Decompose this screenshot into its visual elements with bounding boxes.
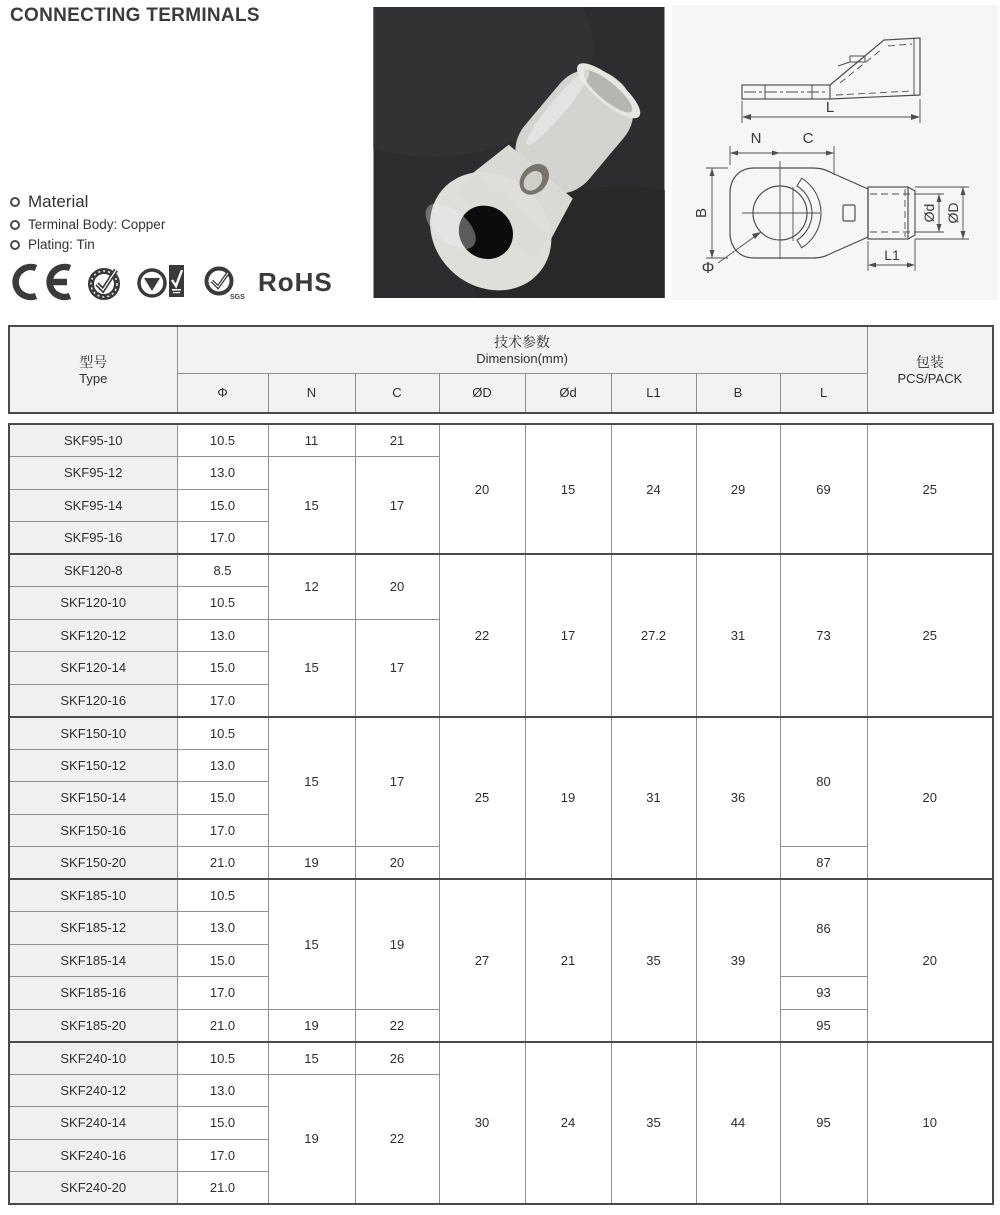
type-cell: SKF150-10	[9, 717, 177, 750]
header-dim-col: Ød	[525, 373, 611, 413]
od-cell: 27	[439, 879, 525, 1042]
dim-label-B: B	[693, 207, 710, 219]
type-cell: SKF95-16	[9, 522, 177, 555]
header-dim-col: L1	[611, 373, 696, 413]
b-cell: 44	[696, 1042, 780, 1205]
l1-cell: 35	[611, 1042, 696, 1205]
phi-cell: 10.5	[177, 1042, 268, 1075]
dim-label-od-inner: Ød	[921, 203, 937, 223]
bullet-icon	[10, 220, 20, 230]
table-row	[9, 717, 993, 750]
d-cell: 21	[525, 879, 611, 1042]
type-cell: SKF95-14	[9, 489, 177, 522]
table-row	[9, 1042, 993, 1075]
od-cell: 20	[439, 424, 525, 554]
phi-cell: 21.0	[177, 1172, 268, 1205]
type-cell: SKF120-14	[9, 652, 177, 685]
pack-cell: 25	[867, 554, 993, 717]
l-cell: 93	[780, 977, 867, 1010]
header-type-zh: 型号	[79, 353, 108, 370]
header-type-en: Type	[79, 370, 108, 386]
b-cell: 31	[696, 554, 780, 717]
l-cell: 95	[780, 1042, 867, 1205]
type-cell: SKF120-16	[9, 684, 177, 717]
dim-label-L1: L1	[884, 247, 900, 263]
l1-cell: 24	[611, 424, 696, 554]
phi-cell: 17.0	[177, 684, 268, 717]
c-cell: 17	[355, 619, 439, 717]
n-cell: 15	[268, 879, 355, 1009]
d-cell: 17	[525, 554, 611, 717]
phi-cell: 21.0	[177, 847, 268, 880]
l-cell: 80	[780, 717, 867, 847]
weee-cert-icon	[85, 262, 125, 302]
type-cell: SKF185-14	[9, 944, 177, 977]
l-cell: 73	[780, 554, 867, 717]
c-cell: 19	[355, 879, 439, 1009]
n-cell: 15	[268, 717, 355, 847]
phi-cell: 15.0	[177, 944, 268, 977]
header-dim-col: C	[355, 373, 439, 413]
pack-cell: 10	[867, 1042, 993, 1205]
material-line: Terminal Body: Copper	[28, 217, 166, 232]
bullet-icon	[10, 240, 20, 250]
bullet-icon	[10, 197, 20, 207]
c-cell: 17	[355, 457, 439, 555]
c-cell: 20	[355, 847, 439, 880]
phi-cell: 13.0	[177, 912, 268, 945]
c-cell: 22	[355, 1009, 439, 1042]
phi-cell: 15.0	[177, 489, 268, 522]
n-cell: 15	[268, 619, 355, 717]
header-pack-en: PCS/PACK	[897, 370, 963, 386]
od-cell: 22	[439, 554, 525, 717]
header-pack-zh: 包装	[915, 353, 944, 370]
header-dimension	[177, 326, 867, 373]
type-cell: SKF150-16	[9, 814, 177, 847]
header-dim-col: ØD	[439, 373, 525, 413]
phi-cell: 10.5	[177, 587, 268, 620]
type-cell: SKF95-12	[9, 457, 177, 490]
material-line-row	[10, 237, 165, 252]
ce-mark-icon	[8, 263, 74, 301]
phi-cell: 15.0	[177, 1107, 268, 1140]
header-dim-col: Φ	[177, 373, 268, 413]
spec-table-body	[8, 423, 994, 1205]
header-pack	[867, 326, 993, 413]
n-cell: 15	[268, 1042, 355, 1075]
page-title: CONNECTING TERMINALS	[10, 5, 260, 26]
b-cell: 36	[696, 717, 780, 880]
certification-logos	[8, 262, 333, 302]
n-cell: 19	[268, 1009, 355, 1042]
ukas-cert-icon	[136, 262, 188, 302]
n-cell: 19	[268, 847, 355, 880]
d-cell: 24	[525, 1042, 611, 1205]
type-cell: SKF240-10	[9, 1042, 177, 1075]
phi-cell: 13.0	[177, 457, 268, 490]
b-cell: 39	[696, 879, 780, 1042]
phi-cell: 10.5	[177, 879, 268, 912]
pack-cell: 25	[867, 424, 993, 554]
c-cell: 21	[355, 424, 439, 457]
type-cell: SKF95-10	[9, 424, 177, 457]
c-cell: 22	[355, 1074, 439, 1204]
material-line: Plating: Tin	[28, 237, 95, 252]
l-cell: 95	[780, 1009, 867, 1042]
phi-cell: 13.0	[177, 749, 268, 782]
header-dim-col: L	[780, 373, 867, 413]
type-cell: SKF240-20	[9, 1172, 177, 1205]
phi-cell: 10.5	[177, 717, 268, 750]
pack-cell: 20	[867, 879, 993, 1042]
table-row	[9, 879, 993, 912]
table-row	[9, 424, 993, 457]
n-cell: 12	[268, 554, 355, 619]
header-dimension-en: Dimension(mm)	[476, 350, 568, 366]
l1-cell: 35	[611, 879, 696, 1042]
phi-cell: 15.0	[177, 652, 268, 685]
d-cell: 15	[525, 424, 611, 554]
technical-drawing	[672, 5, 998, 300]
n-cell: 11	[268, 424, 355, 457]
phi-cell: 15.0	[177, 782, 268, 815]
rohs-label: RoHS	[258, 266, 333, 297]
phi-cell: 8.5	[177, 554, 268, 587]
type-cell: SKF240-12	[9, 1074, 177, 1107]
type-cell: SKF240-16	[9, 1139, 177, 1172]
dim-label-phi: Φ	[701, 260, 715, 277]
dim-label-C: C	[802, 130, 814, 147]
phi-cell: 13.0	[177, 619, 268, 652]
type-cell: SKF120-8	[9, 554, 177, 587]
phi-cell: 17.0	[177, 1139, 268, 1172]
b-cell: 29	[696, 424, 780, 554]
dim-label-od-outer: ØD	[945, 202, 961, 224]
spec-table-header	[8, 325, 994, 414]
phi-cell: 10.5	[177, 424, 268, 457]
type-cell: SKF185-16	[9, 977, 177, 1010]
l1-cell: 31	[611, 717, 696, 880]
phi-cell: 17.0	[177, 814, 268, 847]
l-cell: 69	[780, 424, 867, 554]
od-cell: 25	[439, 717, 525, 880]
type-cell: SKF150-12	[9, 749, 177, 782]
l1-cell: 27.2	[611, 554, 696, 717]
type-cell: SKF120-12	[9, 619, 177, 652]
phi-cell: 13.0	[177, 1074, 268, 1107]
od-cell: 30	[439, 1042, 525, 1205]
n-cell: 15	[268, 457, 355, 555]
type-cell: SKF240-14	[9, 1107, 177, 1140]
header-dim-col: N	[268, 373, 355, 413]
n-cell: 19	[268, 1074, 355, 1204]
material-heading: Material	[28, 192, 89, 211]
phi-cell: 21.0	[177, 1009, 268, 1042]
dim-label-N: N	[750, 130, 762, 147]
material-section	[10, 192, 165, 257]
l-cell: 86	[780, 879, 867, 977]
sgs-label: SGS	[230, 294, 245, 301]
product-photo	[373, 7, 665, 298]
header-dim-col: B	[696, 373, 780, 413]
type-cell: SKF185-10	[9, 879, 177, 912]
c-cell: 20	[355, 554, 439, 619]
header-dimension-zh: 技术参数	[494, 333, 551, 350]
c-cell: 26	[355, 1042, 439, 1075]
type-cell: SKF120-10	[9, 587, 177, 620]
header-type	[9, 326, 177, 413]
pack-cell: 20	[867, 717, 993, 880]
table-row	[9, 554, 993, 587]
l-cell: 87	[780, 847, 867, 880]
phi-cell: 17.0	[177, 977, 268, 1010]
dim-label-L: L	[825, 99, 835, 116]
phi-cell: 17.0	[177, 522, 268, 555]
type-cell: SKF185-12	[9, 912, 177, 945]
d-cell: 19	[525, 717, 611, 880]
material-heading-row	[10, 192, 165, 212]
sgs-cert-icon	[199, 262, 247, 302]
material-line-row	[10, 217, 165, 232]
type-cell: SKF150-14	[9, 782, 177, 815]
type-cell: SKF150-20	[9, 847, 177, 880]
c-cell: 17	[355, 717, 439, 847]
type-cell: SKF185-20	[9, 1009, 177, 1042]
